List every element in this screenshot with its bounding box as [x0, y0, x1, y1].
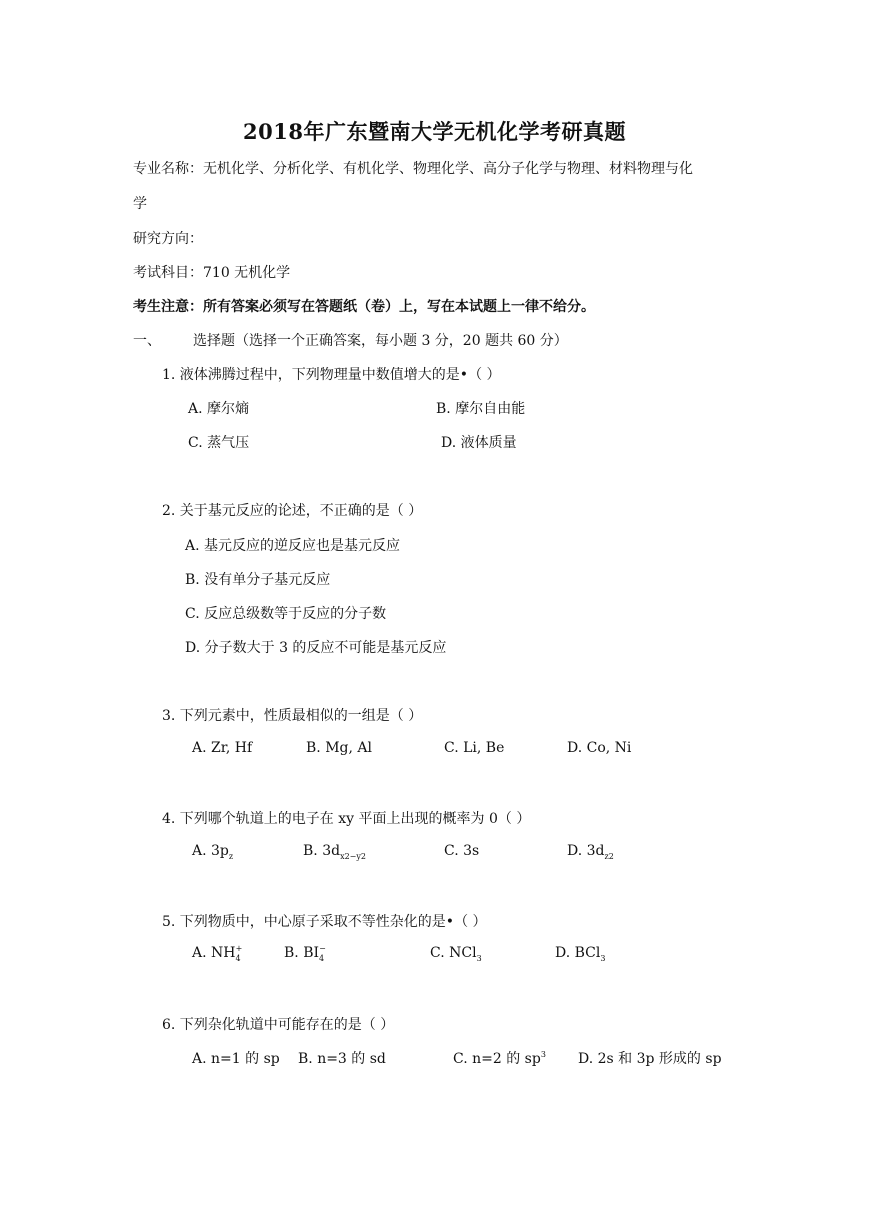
question-6-option-d: D. 2s 和 3p 形成的 sp — [578, 1051, 722, 1067]
question-5-option-a: A. $NH_4^+$ — [192, 944, 243, 963]
question-3-stem: 3. 下列元素中，性质最相似的一组是（ ） — [162, 708, 423, 724]
question-2-option-d: D. 分子数大于 3 的反应不可能是基元反应 — [185, 640, 447, 656]
question-2-option-c: C. 反应总级数等于反应的分子数 — [185, 606, 387, 622]
question-6-option-b: B. n=3 的 sd — [298, 1051, 386, 1067]
question-2-stem: 2. 关于基元反应的论述，不正确的是（ ） — [162, 503, 423, 519]
question-1-stem: 1. 液体沸腾过程中，下列物理量中数值增大的是•（ ） — [162, 367, 501, 383]
question-1-option-a: A. 摩尔熵 — [188, 401, 250, 417]
question-3-option-c: C. Li, Be — [444, 740, 505, 756]
question-1-option-d: D. 液体质量 — [441, 435, 517, 451]
question-6-stem: 6. 下列杂化轨道中可能存在的是（ ） — [162, 1017, 395, 1033]
candidate-notice: 考生注意：所有答案必须写在答题纸（卷）上，写在本试题上一律不给分。 — [133, 299, 595, 315]
question-5-option-b: B. $BI_4^-$ — [284, 944, 326, 963]
question-5-stem: 5. 下列物质中，中心原子采取不等性杂化的是•（ ） — [162, 914, 487, 930]
exam-subject: 考试科目：710 无机化学 — [133, 265, 291, 281]
question-4-option-c: C. 3s — [444, 843, 480, 859]
question-2-option-a: A. 基元反应的逆反应也是基元反应 — [185, 538, 401, 554]
research-direction: 研究方向： — [133, 231, 203, 247]
major-line-2: 学 — [133, 196, 147, 212]
question-4-stem: 4. 下列哪个轨道上的电子在 xy 平面上出现的概率为 0（ ） — [162, 811, 531, 827]
question-5-option-c: C. NCl$_3$ — [430, 945, 482, 963]
page-title: 2018年广东暨南大学无机化学考研真题 — [243, 119, 626, 144]
question-6-option-c: C. n=2 的 $sp^3$ — [453, 1050, 546, 1067]
question-4-option-a: A. $3p_z$ — [192, 843, 234, 861]
question-2-option-b: B. 没有单分子基元反应 — [185, 572, 331, 588]
question-3-option-a: A. Zr, Hf — [192, 740, 253, 756]
question-4-option-b: B. $3d_{x2-y2}$ — [303, 843, 366, 861]
question-1-option-b: B. 摩尔自由能 — [436, 401, 526, 417]
question-4-option-d: D. $3d_{z2}$ — [567, 843, 614, 861]
question-3-option-d: D. Co, Ni — [567, 740, 632, 756]
section-number: 一、 — [133, 333, 161, 349]
section-title: 选择题（选择一个正确答案，每小题 3 分，20 题共 60 分） — [193, 333, 568, 349]
question-6-option-a: A. n=1 的 sp — [192, 1051, 280, 1067]
question-1-option-c: C. 蒸气压 — [188, 435, 250, 451]
question-3-option-b: B. Mg, Al — [306, 740, 372, 756]
question-5-option-d: D. BCl$_3$ — [555, 945, 606, 963]
major-line-1: 专业名称：无机化学、分析化学、有机化学、物理化学、高分子化学与物理、材料物理与化 — [133, 161, 693, 177]
